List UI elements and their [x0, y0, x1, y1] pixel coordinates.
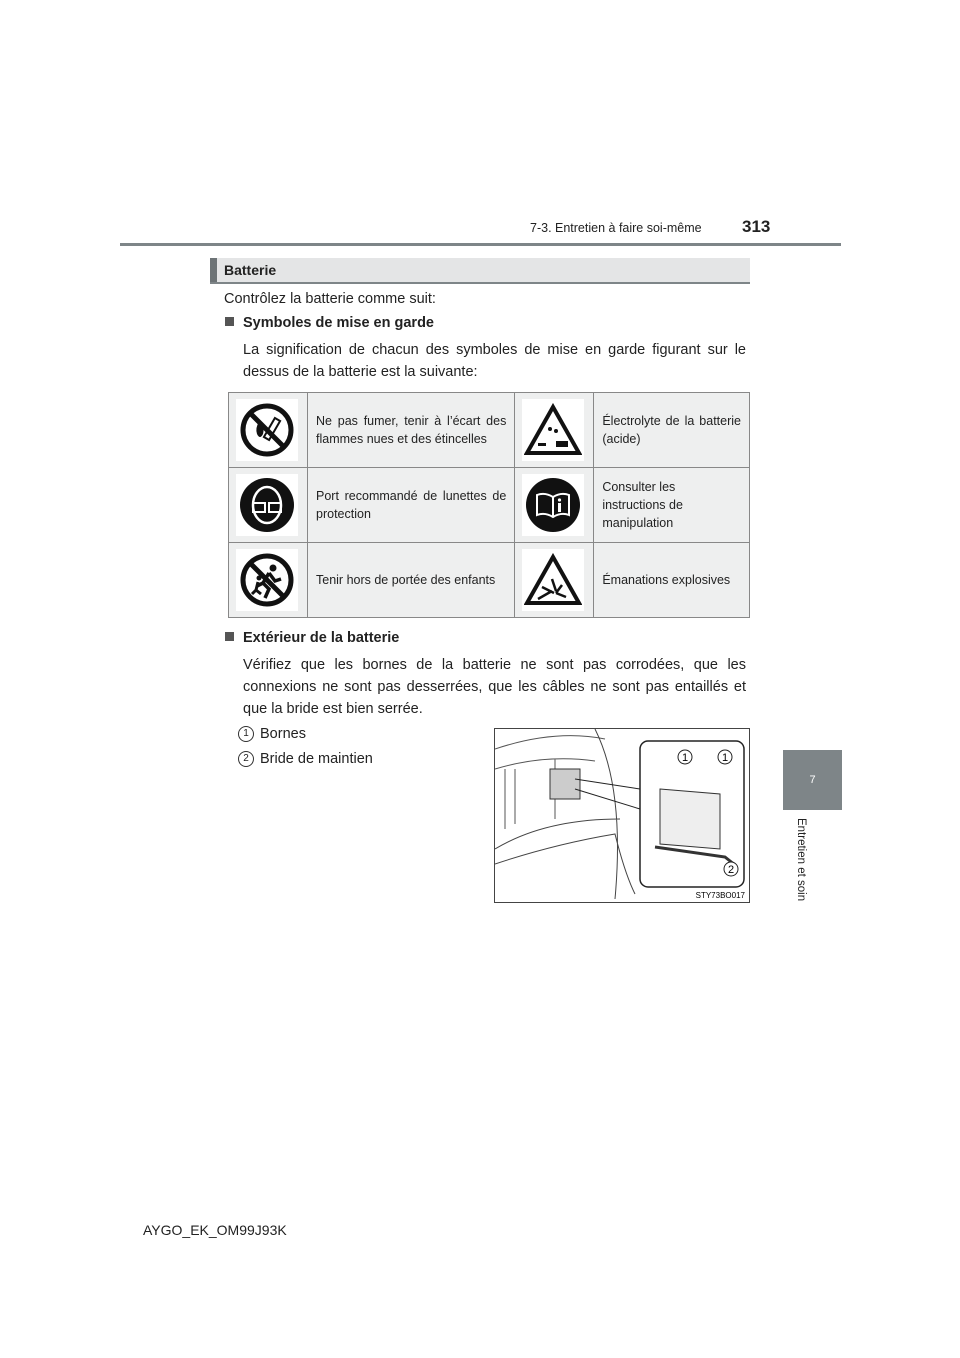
symbol-label: Ne pas fumer, tenir à l’écart des flammes nues et des étincelles [308, 393, 515, 468]
chapter-tab[interactable]: 7 [783, 750, 842, 810]
symbol-label: Consulter les instructions de manipulation [594, 468, 750, 543]
legend-item [238, 723, 306, 745]
subheading-text: Extérieur de la batterie [243, 630, 400, 646]
callout-1: 1 [721, 752, 729, 764]
symbol-cell [515, 543, 594, 618]
document-code: AYGO_EK_OM99J93K [143, 1222, 287, 1238]
subheading-exterior [225, 630, 399, 646]
symbol-label: Port recommandé de lunettes de protection [308, 468, 515, 543]
symbol-label: Tenir hors de portée des enfants [308, 543, 515, 618]
symbol-cell [229, 393, 308, 468]
subheading-symbols [225, 315, 434, 331]
header-section: 7-3. Entretien à faire soi-même [530, 221, 702, 235]
callout-1: 1 [681, 752, 689, 764]
subheading-text: Symboles de mise en garde [243, 315, 434, 331]
eye-protection-icon [236, 474, 298, 536]
page-number: 313 [742, 217, 771, 236]
no-smoking-icon [236, 399, 298, 461]
read-manual-icon [522, 474, 584, 536]
symbol-cell [515, 468, 594, 543]
table-row [229, 543, 750, 618]
symbol-cell [229, 543, 308, 618]
engine-bay-drawing [495, 729, 749, 902]
table-row [229, 468, 750, 543]
section-title: Batterie [224, 262, 277, 278]
intro-text: Contrôlez la batterie comme suit: [224, 291, 436, 307]
callout-number: 2 [238, 751, 254, 767]
callout-2: 2 [727, 864, 735, 876]
symbol-cell [515, 393, 594, 468]
battery-illustration [494, 728, 750, 903]
symbols-table [228, 392, 750, 618]
section-heading [210, 258, 750, 284]
symbol-label: Électrolyte de la batterie (acide) [594, 393, 750, 468]
legend-item [238, 748, 373, 770]
figure-code: STY73BO017 [695, 891, 745, 900]
callout-number: 1 [238, 726, 254, 742]
legend-label: Bornes [260, 726, 306, 742]
header-rule [120, 243, 841, 246]
explosive-icon [522, 549, 584, 611]
symbols-text: La signification de chacun des symboles de mise en garde figurant sur le dessus de la batterie est la suivante: [243, 342, 746, 380]
chapter-title: Entretien et soin [795, 818, 807, 902]
exterior-text: Vérifiez que les bornes de la batterie ne sont pas corrodées, que les connexions ne sont pas desserrées, que les câbles ne sont pas entaillés et que la bride est bien serrée. [243, 657, 746, 717]
table-row [229, 393, 750, 468]
corrosive-acid-icon [522, 399, 584, 461]
keep-children-away-icon [236, 549, 298, 611]
legend-label: Bride de maintien [260, 751, 373, 767]
symbol-label: Émanations explosives [594, 543, 750, 618]
symbol-cell [229, 468, 308, 543]
